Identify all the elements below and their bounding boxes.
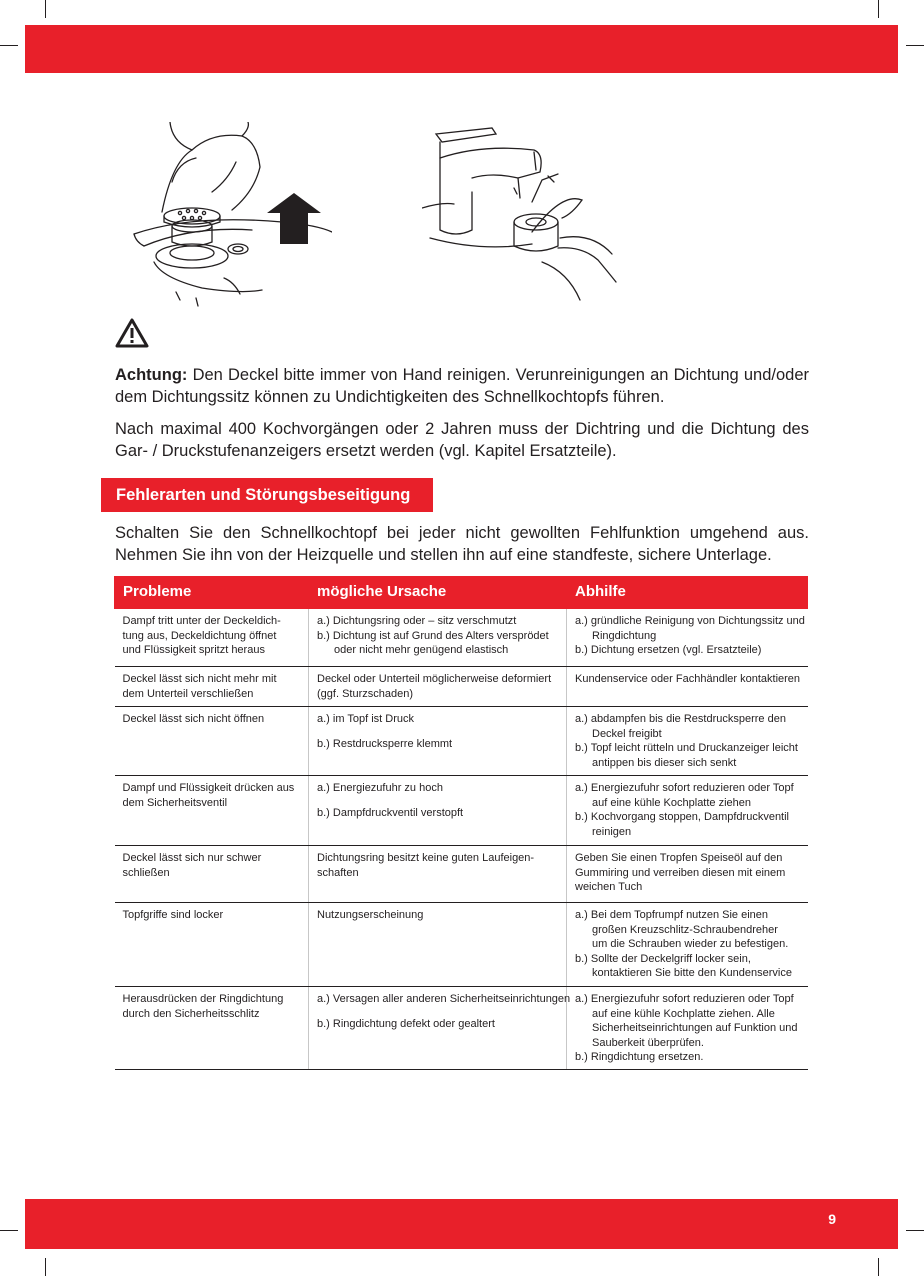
header-band [25, 25, 898, 73]
warning-text: Den Deckel bitte immer von Hand reinigen. Verunreinigungen an Dichtung und/oder dem Dichtungssitz können zu Undichtigkeiten des Schnellkochtopfs führen. [115, 366, 810, 406]
cell-text: schließen [122, 866, 170, 879]
table-row [115, 846, 808, 903]
cell-text: Deckel lässt sich nicht mehr mit [122, 673, 277, 685]
cell-text: b.) Ringdichtung defekt oder gealtert [317, 1017, 495, 1030]
crop-mark [878, 1258, 879, 1276]
footer-band [25, 1199, 898, 1249]
cell-text: großen Kreuzschlitz-Schraubendreher [592, 923, 778, 936]
table-header-row [115, 577, 808, 609]
cause-cell [309, 846, 567, 903]
cell-text: b.) Dichtung ersetzen (vgl. Ersatzteile) [575, 644, 762, 656]
cause-cell [309, 987, 571, 1070]
cell-text: (ggf. Sturzschaden) [317, 687, 413, 700]
cell-text: a.) abdampfen bis die Restdrucksperre den [575, 713, 786, 725]
cell-text: Topfgriffe sind locker [122, 909, 224, 921]
cell-text: b.) Sollte der Deckelgriff locker sein, [575, 952, 751, 965]
cell-text: b.) Ringdichtung ersetzen. [575, 1051, 704, 1063]
problem-cell [115, 846, 309, 903]
cell-text: reinigen [592, 825, 632, 838]
column-header-problems: Probleme [115, 577, 309, 609]
page-number: 9 [828, 1211, 836, 1227]
cell-text: Dichtungsring besitzt keine guten Laufeigen- [317, 852, 535, 864]
valve-rinsing-illustration [422, 122, 618, 304]
cell-text: Gummiring und verreiben diesen mit einem [575, 866, 786, 879]
cell-text: Sicherheitseinrichtungen auf Funktion und [592, 1022, 798, 1034]
cell-text: Kundenservice oder Fachhändler kontaktieren [575, 673, 801, 685]
cell-text: b.) Dampfdruckventil verstopft [317, 806, 464, 819]
remedy-cell [567, 707, 808, 776]
cause-cell [309, 776, 567, 846]
crop-mark [45, 1258, 46, 1276]
table-row [115, 987, 808, 1070]
problem-cell [115, 609, 309, 667]
problem-cell [115, 776, 309, 846]
remedy-cell [567, 846, 808, 903]
cell-text: dem Sicherheitsventil [122, 796, 228, 809]
problem-cell [115, 987, 309, 1070]
table-row [115, 667, 808, 707]
cell-text: b.) Restdrucksperre klemmt [317, 737, 453, 750]
troubleshooting-table [114, 576, 808, 1070]
warning-triangle-icon [115, 318, 149, 349]
replacement-note: Nach maximal 400 Kochvorgängen oder 2 Jahren muss der Dichtring und die Dichtung des Gar- / Druckstufenanzeigers ersetzt werden (vgl. Kapitel Ersatzteile). [115, 420, 809, 460]
cell-text: auf eine kühle Kochplatte ziehen. Alle [592, 1007, 775, 1020]
cell-text: a.) Dichtungsring oder – sitz verschmutzt [317, 615, 517, 627]
warning-label: Achtung: [115, 366, 188, 384]
cell-text: a.) gründliche Reinigung von Dichtungssitz und [575, 615, 805, 627]
crop-mark [906, 45, 924, 46]
cell-text: a.) Bei dem Topfrumpf nutzen Sie einen [575, 909, 769, 921]
remedy-cell [567, 609, 808, 667]
cell-text: um die Schrauben wieder zu befestigen. [592, 938, 789, 950]
table-row [115, 609, 808, 667]
cell-text: a.) Versagen aller anderen Sicherheitseinrichtungen [317, 993, 571, 1005]
cell-text: a.) Energiezufuhr sofort reduzieren oder Topf [575, 993, 794, 1005]
crop-mark [0, 45, 18, 46]
problem-cell [115, 903, 309, 987]
upward-arrow-icon [266, 193, 322, 245]
cell-text: kontaktieren Sie bitte den Kundenservice [592, 967, 792, 979]
cell-text: Herausdrücken der Ringdichtung [122, 993, 284, 1005]
cell-text: a.) Energiezufuhr sofort reduzieren oder Topf [575, 782, 794, 794]
intro-paragraph: Schalten Sie den Schnellkochtopf bei jeder nicht gewollten Fehlfunktion umgehend aus. Nehmen Sie ihn von der Heizquelle und stellen ihn auf eine standfeste, sichere Unterlage. [115, 524, 809, 564]
column-header-causes: mögliche Ursache [309, 577, 567, 609]
warning-paragraph [115, 364, 809, 408]
cell-text: Ringdichtung [592, 629, 657, 642]
remedy-cell [567, 903, 808, 987]
cell-text: Sauberkeit überprüfen. [592, 1036, 704, 1049]
cause-cell [309, 707, 567, 776]
cell-text: b.) Kochvorgang stoppen, Dampfdruckventil [575, 811, 790, 823]
column-header-remedy: Abhilfe [567, 577, 808, 609]
crop-mark [878, 0, 879, 18]
cell-text: Deckel lässt sich nur schwer [122, 852, 262, 864]
crop-mark [0, 1230, 18, 1231]
cell-text: dem Unterteil verschließen [122, 687, 254, 700]
cell-text: b.) Dichtung ist auf Grund des Alters versprödet [317, 629, 549, 642]
crop-mark [45, 0, 46, 18]
crop-mark [906, 1230, 924, 1231]
cell-text: auf eine kühle Kochplatte ziehen [592, 796, 752, 809]
cell-text: tung aus, Deckeldichtung öffnet [122, 629, 277, 642]
cell-text: a.) im Topf ist Druck [317, 713, 414, 725]
cell-text: oder nicht mehr genügend elastisch [334, 644, 509, 656]
problem-cell [115, 667, 309, 707]
cell-text: a.) Energiezufuhr zu hoch [317, 782, 443, 794]
section-heading: Fehlerarten und Störungsbeseitigung [101, 478, 433, 512]
remedy-cell [567, 776, 808, 846]
cell-text: b.) Topf leicht rütteln und Druckanzeiger leicht [575, 742, 798, 754]
cell-text: Deckel oder Unterteil möglicherweise deformiert [317, 673, 552, 685]
table-row [115, 776, 808, 846]
table-row [115, 903, 808, 987]
remedy-cell [567, 667, 808, 707]
cell-text: weichen Tuch [575, 881, 643, 893]
cell-text: durch den Sicherheitsschlitz [122, 1007, 260, 1020]
cell-text: Dampf und Flüssigkeit drücken aus [122, 782, 295, 794]
cause-cell [309, 667, 567, 707]
cell-text: Nutzungserscheinung [317, 909, 424, 921]
cause-cell [309, 903, 567, 987]
cell-text: schaften [317, 866, 359, 879]
problem-cell [115, 707, 309, 776]
cell-text: Deckel lässt sich nicht öffnen [122, 713, 265, 725]
remedy-cell [567, 987, 808, 1070]
cause-cell [309, 609, 567, 667]
cell-text: Deckel freigibt [592, 727, 662, 740]
cell-text: und Flüssigkeit spritzt heraus [122, 644, 265, 656]
cell-text: Geben Sie einen Tropfen Speiseöl auf den [575, 852, 783, 864]
cell-text: Dampf tritt unter der Deckeldich- [122, 615, 281, 627]
table-row [115, 707, 808, 776]
cell-text: antippen bis dieser sich senkt [592, 756, 737, 769]
